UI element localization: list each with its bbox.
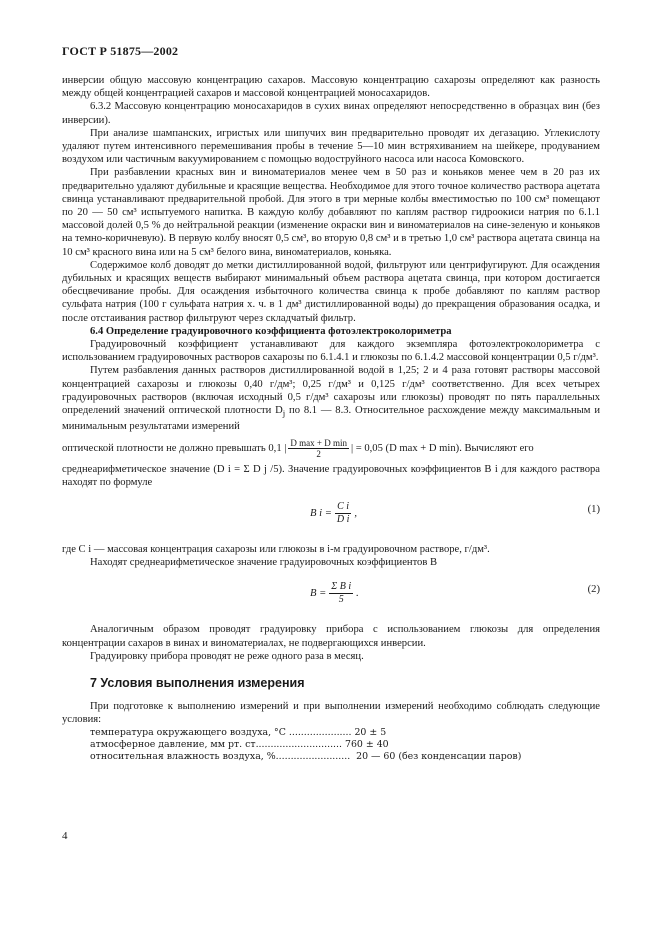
formula-2 [62, 575, 600, 621]
paragraph: где C i — массовая концентрация сахарозы или глюкозы в i-м градуировочном растворе, г/дм³. [62, 544, 490, 555]
standard-header: ГОСТ Р 51875—2002 [62, 44, 179, 58]
formula-1 [62, 495, 600, 541]
paragraph: Градуировку прибора проводят не реже одного раза в месяц. [90, 650, 364, 662]
section-heading-6-4: 6.4 Определение градуировочного коэффициента фотоэлектроколориметра [90, 325, 452, 337]
formula-number: (1) [587, 504, 600, 515]
paragraph-text: по 8.1 — 8.3. Относительное расхождение между максимальным и минимальным результатами измерений [62, 405, 600, 433]
paragraph: При разбавлении красных вин и виноматериалов менее чем в 50 раз и коньяков менее чем в 20 раз их предварительно удаляют дубильные и красящие вещества. Необходимое для этого точное количество раствора ацетата свинца устанавливают предварительной пробой. Для этого в три мерные колбы вместимостью по 100 см³ помещают по 20 — 50 см³ испытуемого напитка. В каждую колбу добавляют по каплям раствор гидроокиси натрия по 6.1.1 массовой долей 0,5 % до нейтральной реакции (изменение окраски вин и виноматериалов на сине-зеленую и коньяков на темно-коричневую). В первую колбу вносят 0,5 см³, во вторую 0,8 см³ и в третью 1,0 см³ раствора ацетата свинца на 10 см³ красного вина или на 5 см³ белого вина, виноматериалов, коньяка. [62, 167, 600, 258]
paragraph-text: оптической плотности не должно превышать 0,1 | [62, 442, 287, 454]
fraction-denominator: D i [336, 514, 350, 525]
paragraph: Аналогичным образом проводят градуировку прибора с использованием глюкозы для определения концентрации сахаров в винах и виноматериалах, не подвергающихся инверсии. [62, 624, 600, 649]
paragraph-text: | = 0,05 (D max + D min). Вычисляют его [350, 442, 534, 454]
formula-fraction [329, 581, 353, 606]
formula-expression [310, 581, 359, 606]
formula-tail: , [354, 507, 358, 519]
paragraph: Градуировочный коэффициент устанавливают для каждого экземпляра фотоэлектроколориметра с использованием градуировочных растворов сахарозы по 6.1.4.1 и глюкозы по 6.1.4.2 массовой концентрации 0,5 г/дм³. [62, 339, 600, 364]
condition-label: температура окружающего воздуха, °С ..................... [90, 726, 352, 738]
fraction-numerator: C i [337, 501, 350, 512]
paragraph: 6.3.2 Массовую концентрацию моносахаридов в сухих винах определяют непосредственно в образцах вин (без инверсии). [62, 101, 600, 126]
formula-number: (2) [587, 584, 600, 596]
paragraph [62, 364, 600, 433]
paragraph: При анализе шампанских, игристых или шипучих вин предварительно проводят их дегазацию. Углекислоту удаляют путем интенсивного перемешивания пробы в течение 5—10 мин встряхиванием на шейкере, продуванием воздухом или частичным вакуумированием с помощью водоструйного насоса или насоса Комовского. [62, 127, 600, 166]
paragraph: При подготовке к выполнению измерений и при выполнении измерений необходимо соблюдать следующие условия: [62, 701, 600, 726]
fraction-denominator: 2 [316, 448, 321, 459]
section-heading-7: 7 Условия выполнения измерения [90, 676, 305, 691]
inline-fraction [288, 438, 349, 459]
formula-fraction [335, 501, 352, 526]
document-body [62, 74, 600, 763]
paragraph-text: Путем разбавления данных растворов дистиллированной водой в 1,25; 2 и 4 раза готовят растворы массовой концентрацией сахарозы и глюкозы 0,40 г/дм³; 0,25 г/дм³ и 0,125 г/дм³ соответственно. Для всех четырех градуировочных растворов (включая исходный 0,5 г/дм³ сахарозы или глюкозы) проводят по пять параллельных определений значений оптической плотности D [62, 365, 600, 417]
paragraph: Находят среднеарифметическое значение градуировочных коэффициентов B [90, 557, 438, 569]
formula-expression [310, 501, 357, 526]
fraction-denominator: 5 [338, 594, 344, 606]
condition-label: атмосферное давление, мм рт. ст............................. [90, 738, 342, 750]
condition-item [90, 751, 600, 763]
paragraph: среднеарифметическое значение (D i = Σ D j /5). Значение градуировочных коэффициентов B i для каждого раствора находят по формуле [62, 463, 600, 488]
condition-value: 20 ± 5 [351, 726, 387, 738]
condition-value: 760 ± 40 [342, 738, 389, 750]
formula-lhs: B i = [310, 507, 332, 519]
condition-item [90, 727, 600, 739]
fraction-numerator: Σ B i [331, 581, 352, 593]
conditions-list [90, 727, 600, 763]
condition-value: 20 — 60 (без конденсации паров) [350, 750, 522, 762]
formula-lhs: B = [310, 588, 327, 600]
page-number: 4 [62, 830, 68, 842]
paragraph: Содержимое колб доводят до метки дистиллированной водой, фильтруют или центрифугируют. Для осаждения дубильных и красящих веществ выбирают минимальный объем раствора ацетата свинца, при котором достигается обесцвечивание пробы. Для осаждения избыточного количества свинца к пробе добавляют по каплям раствор сульфата натрия (100 г сульфата натрия х. ч. в 1 дм³ дистиллированной воды) до прекращения образования осадка, и после отстаивания раствор фильтруют через складчатый фильтр. [62, 259, 600, 324]
fraction-numerator: D max + D min [290, 437, 347, 448]
paragraph: инверсии общую массовую концентрацию сахаров. Массовую концентрацию сахарозы определяют как разность между общей концентрацией сахаров и массовой концентрацией моносахаридов. [62, 75, 600, 100]
paragraph [62, 438, 600, 459]
subscript: j [282, 408, 286, 419]
condition-item [90, 739, 600, 751]
formula-tail: . [356, 588, 359, 600]
condition-label: относительная влажность воздуха, %......................... [90, 750, 351, 762]
